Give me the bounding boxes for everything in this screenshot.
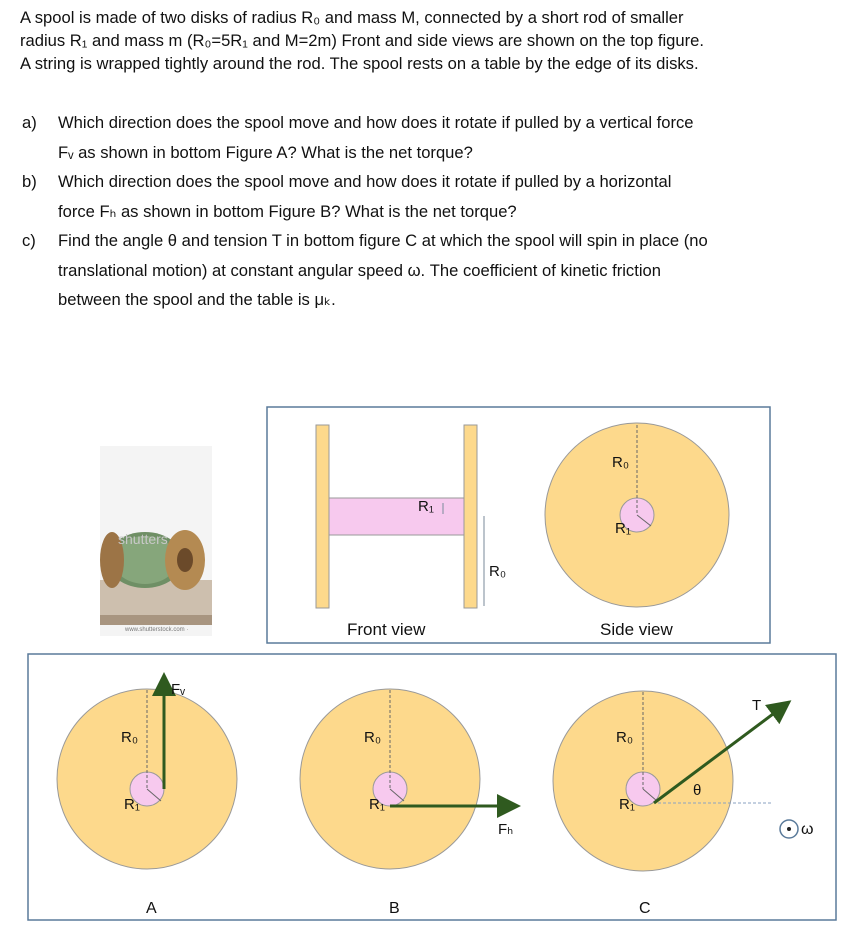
question-label: b) bbox=[22, 172, 37, 191]
front-view-spool bbox=[316, 425, 477, 608]
front-r0-label: R₀ bbox=[489, 563, 507, 580]
fig-b-r0-label: R₀ bbox=[364, 729, 382, 746]
photo-caption: www.shutterstock.com · bbox=[125, 627, 189, 633]
fig-a-r1-label: R₁ bbox=[124, 796, 140, 813]
figure-a-spool bbox=[57, 689, 237, 869]
fig-c-r1-label: R₁ bbox=[619, 796, 635, 813]
question-label: a) bbox=[22, 113, 37, 132]
fig-a-label: A bbox=[146, 900, 157, 917]
figure-b-spool bbox=[300, 689, 480, 869]
side-view-label: Side view bbox=[600, 620, 673, 639]
question-line: between the spool and the table is μₖ. bbox=[58, 290, 336, 309]
intro-line-1: A spool is made of two disks of radius R₀ and mass M, connected by a short rod of smaller bbox=[20, 8, 684, 27]
front-view-label: Front view bbox=[347, 620, 426, 639]
theta-label: θ bbox=[693, 782, 702, 799]
fv-label: Fᵥ bbox=[171, 681, 185, 698]
omega-out-of-page-icon bbox=[780, 820, 798, 838]
intro-line-3: A string is wrapped tightly around the rod. The spool rests on a table by the edge of its disks. bbox=[20, 54, 699, 73]
question-label: c) bbox=[22, 231, 36, 250]
front-r1-label: R₁ bbox=[418, 498, 434, 515]
side-r1-label: R₁ bbox=[615, 520, 631, 537]
fh-label: Fₕ bbox=[498, 821, 514, 838]
question-line: translational motion) at constant angular speed ω. The coefficient of kinetic friction bbox=[58, 260, 661, 280]
side-view-spool bbox=[545, 423, 729, 607]
fig-a-r0-label: R₀ bbox=[121, 729, 139, 746]
question-line: Which direction does the spool move and how does it rotate if pulled by a vertical force bbox=[58, 113, 694, 132]
question-line: Find the angle θ and tension T in bottom figure C at which the spool will spin in place (no bbox=[58, 231, 708, 250]
fig-b-r1-label: R₁ bbox=[369, 796, 385, 813]
fig-b-label: B bbox=[389, 900, 400, 917]
figure-c-spool bbox=[553, 691, 733, 871]
intro-line-2: radius R₁ and mass m (R₀=5R₁ and M=2m) Front and side views are shown on the top figure. bbox=[20, 31, 704, 50]
fig-c-r0-label: R₀ bbox=[616, 729, 634, 746]
tension-label: T bbox=[752, 697, 762, 714]
question-line: Fᵥ as shown in bottom Figure A? What is the net torque? bbox=[58, 142, 473, 162]
side-r0-label: R₀ bbox=[612, 454, 630, 471]
photo-watermark: shutters bbox=[118, 531, 168, 547]
question-line: Which direction does the spool move and how does it rotate if pulled by a horizontal bbox=[58, 172, 672, 191]
fig-c-label: C bbox=[639, 900, 651, 917]
question-line: force Fₕ as shown in bottom Figure B? What is the net torque? bbox=[58, 201, 517, 221]
omega-label: ω bbox=[801, 821, 814, 838]
